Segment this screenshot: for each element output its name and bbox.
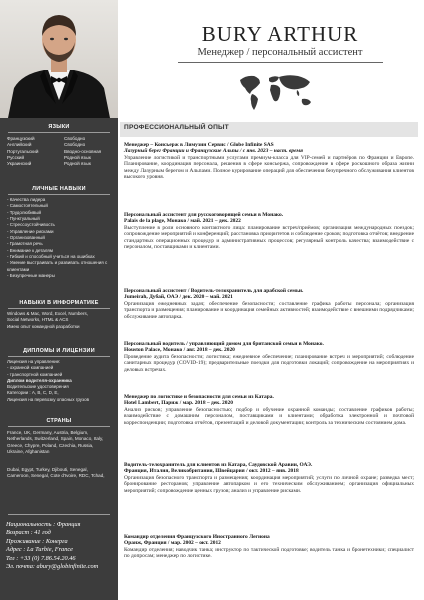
diplomas-heading: ДИПЛОМЫ И ЛИЦЕНЗИИ: [23, 348, 95, 354]
job-description: Организация безопасного транспорта и размещения; координация мероприятий; услуги по личной охране; разведка мест; бронирование ресторанов; управление автопарком и его техническим обслуживанием; организация официальных мероприятий; сопровождение ценных грузов; анализ и управление рисками.: [124, 474, 414, 494]
skills-heading: ЛИЧНЫЕ НАВЫКИ: [32, 186, 86, 192]
title-divider: [178, 62, 383, 63]
skills-list: [7, 197, 113, 279]
skill-item: - Пунктуальный: [7, 216, 40, 222]
job-entry: [124, 534, 414, 560]
email: Эл. почта: abury@globinfinite.com: [6, 563, 99, 571]
languages-heading: ЯЗЫКИ: [48, 124, 70, 130]
job-subtitle: Оранж, Франция / мар. 2002 – окт. 2012: [124, 540, 221, 547]
diploma-line: Диплом водителя-охранника: [7, 377, 72, 383]
divider: [8, 426, 110, 427]
skill-item: - Грамотная речь: [7, 241, 43, 247]
job-entry: [124, 212, 414, 251]
world-map-icon: [236, 70, 316, 112]
skill-item: - Управление рисками: [7, 228, 54, 234]
profile-photo: [0, 0, 118, 118]
job-role: Менеджер / персональный ассистент: [197, 47, 363, 58]
job-description: Организация ежедневных задач; обеспечение безопасности; составление графика работы персонала; организация транспорта и размещения; планирование и координация семейных активностей; взаимодействие с внешними подрядчиками; обслуживание автопарка.: [124, 300, 414, 320]
skill-item: - Безупречные манеры: [7, 273, 55, 279]
divider: [8, 514, 110, 515]
countries-list-2: Dubai, Egypt, Turkey, Djibouti, Senegal, Cameroon, Senegal, Cote d'Ivoire, RDC, Tchad,: [7, 467, 105, 479]
it-skills-heading: НАВЫКИ В ИНФОРМАТИКЕ: [19, 300, 99, 306]
experience-section: [120, 118, 418, 600]
countries-list: France, UK, Germany, Austria, Belgium, Netherlands, Switzerland, Spain, Monaco, Italy, Greece, Chypre, Poland, Czechia, Russia, Ukraine, Afghanistan: [7, 430, 104, 455]
job-description: Проведение аудита безопасности; логистика; ежедневное обеспечение; планирование встреч и мероприятий; соблюдение санитарных процедур (COVID-19); предварительные поездки для подготовки локаций; сопровождение на мероприятиях и деловых встречах.: [124, 353, 414, 373]
job-title: Персональный ассистент для русскоговорящей семьи в Монако.: [124, 212, 284, 218]
job-subtitle: Palais de la plage, Монако / май. 2021 – дек. 2022: [124, 218, 241, 225]
job-subtitle: Hotel Lambert, Париж / мар. 2018 – дек. 2020: [124, 400, 233, 407]
job-subtitle: Houston Palace, Монако / авг. 2018 – дек. 2020: [124, 347, 235, 354]
job-description: Выступление в роли основного контактного лица: планирование встреч/приёмов; организация международных поездок; сопровождение мероприятий и конференций; расстановка приоритетов и соблюдение сроков; подготовка отчётов; внедрение стандартных операционных процедур и административных процессов; регулярный контроль качества; взаимодействие с персоналом, поставщиками и клиентами.: [124, 224, 414, 251]
skill-item: - Качества лидера: [7, 197, 46, 202]
job-description: Анализ рисков; управление безопасностью; подбор и обучение охранной команды; составление графиков работы; взаимодействие с домашним персоналом, поставщиками и клиентами; обработка электронной и почтовой корреспонденции; подготовка отчётов, презентаций и деловой документации; контроль за техническим состоянием дома.: [124, 406, 414, 426]
job-title: Менеджер по логистике и безопасности для семьи из Катара.: [124, 394, 274, 400]
job-subtitle: Франция, Италия, Великобритания, Швейцария / окт. 2012 – янв. 2018: [124, 468, 299, 475]
sidebar: ЯЗЫКИ Французский Свободно Английский Свободно Португальский Вводно-основная Русский Родной язык Украинский Родной язык ЛИЧНЫЕ НАВЫКИ - Качества лидера - Самостоятельный - Трудолюбивый - Пунктуальный - Стрессоустойчивость - Управление рисками - Организованный - Грамотная речь - Внимание к деталям - Гибкий и способный учиться на ошибках - Умение выстраивать и развивать отношения с клиентами - Безупречные манеры НАВЫКИ В ИНФОРМАТИКЕ Windows & Mac, Word, Excel, Numbers, Social Networks, HTML & ACS Имею опыт командной разработки ДИПЛОМЫ И ЛИЦЕНЗИИ Лицензия на управление: - охранной компанией - транспортной компанией Диплом водителя-охранника Водительские удостоверения Категории : A, B, C, D, E, Лицензия на перевозку опасных грузов СТРАНЫ France, UK, Germany, Austria, Belgium, Netherlands, Switzerland, Spain, Monaco, Italy, Greece, Chypre, Poland, Czechia, Russia, Ukraine, Afghanistan Dubai, Egypt, Turkey, Djibouti, Senegal, Cameroon, Senegal, Cote d'Ivoire, RDC, Tchad, Национальность : Франция Возраст : 41 год Проживание : Конерга Адрес : La Turbie, France Тел : +33 (0) 7.86.54.20.46 Эл. почта: abury@globinfinite.com: [0, 118, 118, 600]
job-entry: [124, 288, 414, 320]
diploma-line: Лицензия на перевозку опасных грузов: [7, 396, 89, 402]
it-skills-text: [7, 311, 111, 330]
job-entry: [124, 341, 414, 373]
diploma-line: - транспортной компанией: [7, 371, 63, 377]
person-name: BURY ARTHUR: [201, 22, 359, 46]
job-title: Персональный водитель / управляющий домом для британской семьи в Монако.: [124, 341, 324, 347]
personal-info: [6, 521, 116, 571]
skill-item: - Трудолюбивый: [7, 209, 42, 215]
it-skill-line: Имею опыт командной разработки: [7, 323, 80, 329]
divider: [8, 308, 110, 309]
age: Возраст : 41 год: [6, 529, 51, 537]
address: Адрес : La Turbie, France: [6, 546, 73, 554]
diploma-line: Категории : A, B, C, D, E,: [7, 390, 59, 396]
job-description: Командир отделения; наводчик танка; инструктор по тактической подготовке; водитель танка и бронетехники; специалист по допросам; менеджер по логистике.: [124, 546, 414, 560]
diplomas-text: [7, 359, 111, 403]
job-title: Персональный ассистент / Водитель-телохранитель для арабской семьи.: [124, 288, 304, 294]
phone: Тел : +33 (0) 7.86.54.20.46: [6, 554, 76, 562]
job-entry: [124, 394, 414, 426]
divider: [8, 194, 110, 195]
skill-item: - Самостоятельный: [7, 203, 48, 209]
residence: Проживание : Конерга: [6, 537, 68, 545]
diploma-line: - охранной компанией: [7, 365, 54, 371]
job-entry: [124, 142, 414, 181]
it-skill-line: Windows & Mac, Word, Excel, Numbers,: [7, 311, 88, 316]
skill-item: - Стрессоустойчивость: [7, 222, 55, 228]
skill-item: - Внимание к деталям: [7, 247, 53, 253]
job-title: Командир отделения Французского Иностранного Легиона: [124, 534, 270, 540]
divider: [8, 132, 110, 133]
diploma-line: Водительские удостоверения: [7, 384, 69, 390]
section-title: ПРОФЕССИОНАЛЬНЫЙ ОПЫТ: [124, 124, 229, 131]
job-title: Водитель-телохранитель для клиентов из Катара, Саудовской Аравии, ОАЭ.: [124, 462, 313, 468]
job-title: Менеджер – Консьерж в Лимузин Сервис / Globe Infinite SAS: [124, 142, 274, 148]
job-subtitle: Лазурный берег Франции и Французские Альпы / с янв. 2023 – наст. время: [124, 148, 303, 155]
job-description: Управление логистикой и транспортными услугами премиум-класса для VIP-семей и партнёров по Франции и Европе. Планирование, координация персонала, решения в сфере консьержа, сопровождение в сфере роскошного образа жизни между Лазурным берегом и Альпами. Полное курирование операций для обеспечения безупречного обслуживания клиентов высокого уровня.: [124, 154, 414, 181]
job-entry: [124, 462, 414, 494]
skill-item: - Организованный: [7, 235, 45, 241]
diploma-line: Лицензия на управление:: [7, 359, 61, 364]
divider: [8, 356, 110, 357]
header: [0, 0, 424, 118]
skill-item: - Гибкий и способный учиться на ошибках: [7, 254, 95, 260]
job-subtitle: Jumeirah, Дубай, ОАЭ / дек. 2020 – май. 2021: [124, 294, 233, 301]
it-skill-line: Social Networks, HTML & ACS: [7, 317, 69, 323]
nationality: Национальность : Франция: [6, 521, 81, 528]
skill-item: - Умение выстраивать и развивать отношения с клиентами: [7, 260, 108, 272]
countries-heading: СТРАНЫ: [46, 418, 72, 424]
